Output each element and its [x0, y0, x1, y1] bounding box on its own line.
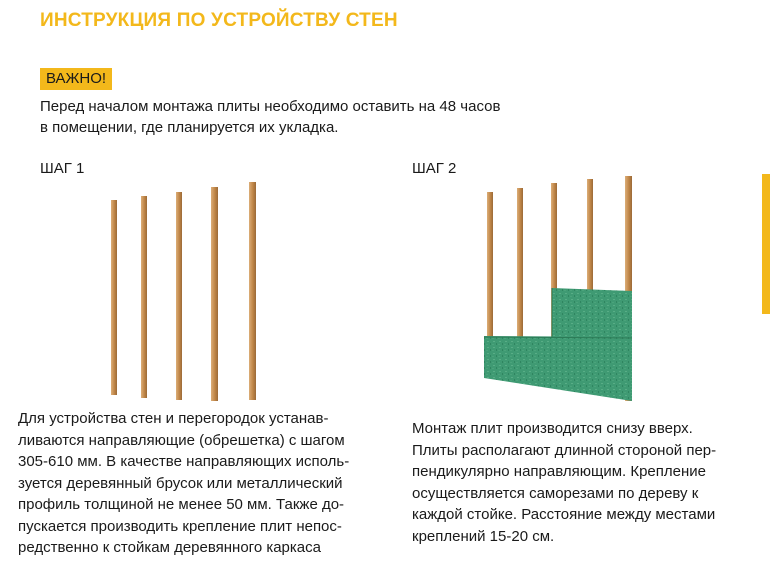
- desc-line: каждой стойке. Расстояние между местами: [412, 506, 716, 523]
- notice-line: в помещении, где планируется их укладка.: [40, 119, 339, 136]
- stud: [111, 200, 117, 395]
- important-notice: [40, 96, 600, 138]
- desc-line: редственно к стойкам деревянного каркаса: [18, 539, 321, 556]
- osb-board-lower: [484, 336, 632, 401]
- desc-line: Плиты располагают длинной стороной пер-: [412, 441, 717, 459]
- desc-line: 305-610 мм. В качестве направляющих исполь-: [18, 453, 350, 470]
- osb-board-upper: [552, 288, 632, 338]
- stud: [141, 196, 147, 398]
- step2-label: ШАГ 2: [412, 160, 457, 177]
- step2-description: [412, 418, 762, 547]
- desc-line: ливаются направляющие (обрешетка) с шагом: [18, 431, 345, 449]
- desc-line: креплений 15-20 см.: [412, 527, 555, 545]
- desc-line: зуется деревянный брусок или металлический: [18, 474, 343, 492]
- desc-line: осуществляется саморезами по дереву к: [412, 484, 699, 502]
- stud: [176, 192, 182, 400]
- accent-bar: [762, 174, 770, 314]
- stud: [211, 187, 218, 401]
- important-badge: ВАЖНО!: [40, 68, 112, 90]
- desc-line: пендикулярно направляющим. Крепление: [412, 463, 706, 480]
- step1-label: ШАГ 1: [40, 160, 85, 177]
- desc-line: пускается производить крепление плит непос-: [18, 517, 342, 535]
- step1-illustration: [100, 175, 270, 405]
- desc-line: профиль толщиной не менее 50 мм. Также до-: [18, 496, 345, 513]
- notice-line: Перед началом монтажа плиты необходимо оставить на 48 часов: [40, 98, 501, 115]
- step2-illustration: [480, 172, 640, 407]
- desc-line: Для устройства стен и перегородок устанав-: [18, 410, 329, 427]
- page-title: ИНСТРУКЦИЯ ПО УСТРОЙСТВУ СТЕН: [40, 10, 398, 31]
- step1-description: [18, 408, 398, 559]
- desc-line: Монтаж плит производится снизу вверх.: [412, 420, 693, 437]
- stud: [249, 182, 256, 400]
